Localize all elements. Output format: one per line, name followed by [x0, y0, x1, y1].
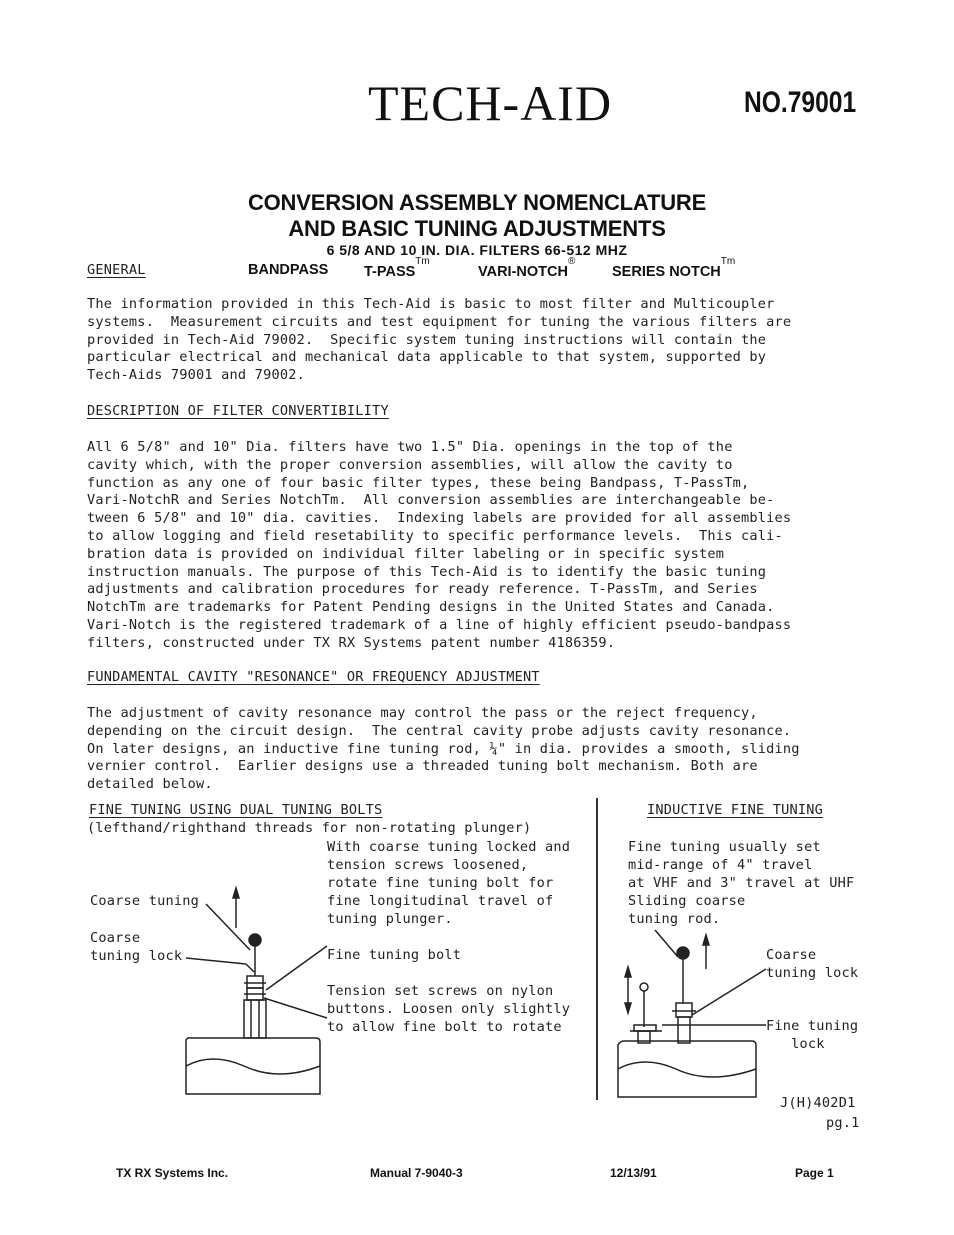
- document-title: TECH-AID: [368, 75, 613, 131]
- filter-varinotch: [478, 256, 576, 280]
- footer-date: 12/13/91: [610, 1166, 657, 1180]
- heading-line-1: CONVERSION ASSEMBLY NOMENCLATURE: [247, 190, 707, 215]
- inductive-label: INDUCTIVE FINE TUNING: [647, 802, 824, 818]
- general-paragraph: The information provided in this Tech-Aid is basic to most filter and Multicoupler systems. Measurement circuits and test equipment for tuning the various filters are provided in Tech-Aid 79002. Specific system tuning instructions will contain the particular electrical and mechanical data applicable to that system, supported by Tech-Aids 79001 and 79002.: [87, 296, 792, 384]
- convertibility-label: DESCRIPTION OF FILTER CONVERTIBILITY: [87, 403, 389, 419]
- fine-bolts-description: With coarse tuning locked and tension screws loosened, rotate fine tuning bolt for fine longitudinal travel of tuning plunger.: [327, 839, 571, 927]
- resonance-label: FUNDAMENTAL CAVITY "RESONANCE" OR FREQUENCY ADJUSTMENT: [87, 669, 540, 685]
- filter-seriesnotch: [612, 256, 736, 280]
- filter-seriesnotch-label: SERIES NOTCH: [612, 263, 721, 280]
- tension-screws-label: Tension set screws on nylon buttons. Loosen only slightly to allow fine bolt to rotate: [327, 983, 571, 1035]
- fine-bolts-label: FINE TUNING USING DUAL TUNING BOLTS: [89, 802, 383, 818]
- filter-tpass-label: T-PASS: [364, 263, 416, 280]
- inductive-fine-lock-label: Fine tuning lock: [766, 1018, 859, 1052]
- column-divider: [596, 798, 598, 1100]
- filter-varinotch-mark: ®: [567, 256, 576, 267]
- footer-manual: Manual 7-9040-3: [370, 1166, 463, 1180]
- convertibility-paragraph: All 6 5/8" and 10" Dia. filters have two 1.5" Dia. openings in the top of the cavity which, with the proper conversion assemblies, will allow the cavity to function as any one of four basic filter types, these being Bandpass, T-PassTm, Vari-NotchR and Series NotchTm. All conversion assemblies are interchangeable be- tween 6 5/8" and 10" dia. cavities. Indexing labels are provided for all assemblies to allow logging and field resetability to specific performance levels. This cali- bration data is provided on individual filter labeling or in specific system instruction manuals. The purpose of this Tech-Aid is to identify the basic tuning adjustments and calibration procedures for ready reference. T-PassTm, and Series NotchTm are trademarks for Patent Pending designs in the United States and Canada. Vari-Notch is the registered trademark of a line of highly efficient pseudo-bandpass filters, constructed under TX RX Systems patent number 4186359.: [87, 439, 792, 651]
- resonance-paragraph: The adjustment of cavity resonance may control the pass or the reject frequency, depending on the circuit design. The central cavity probe adjusts cavity resonance. On later designs, an inductive fine tuning rod, ¼" in dia. provides a smooth, sliding vernier control. Earlier designs use a threaded tuning bolt mechanism. Both are detailed below.: [87, 705, 800, 793]
- dual-bolt-diagram: [84, 880, 334, 1100]
- reference-page: pg.1: [826, 1115, 860, 1131]
- general-label: GENERAL: [87, 262, 146, 278]
- fine-tuning-bolt-label: Fine tuning bolt: [327, 947, 462, 963]
- document-number: NO.79001: [744, 86, 857, 119]
- filter-bandpass: BANDPASS: [248, 262, 329, 278]
- heading-line-2: AND BASIC TUNING ADJUSTMENTS: [288, 216, 666, 241]
- footer-page: Page 1: [795, 1166, 834, 1180]
- footer-company: TX RX Systems Inc.: [116, 1166, 229, 1180]
- inductive-description: Fine tuning usually set mid-range of 4" travel at VHF and 3" travel at UHF Sliding coarse tuning rod.: [628, 839, 855, 927]
- coarse-tuning-lock-label: Coarse tuning lock: [90, 930, 183, 964]
- filter-tpass-mark: Tm: [415, 256, 430, 267]
- filter-seriesnotch-mark: Tm: [720, 256, 736, 267]
- fine-bolts-subtitle: (lefthand/righthand threads for non-rotating plunger): [87, 820, 532, 836]
- reference-code: J(H)402D1: [780, 1095, 856, 1111]
- inductive-diagram: [610, 925, 770, 1100]
- coarse-tuning-label: Coarse tuning: [90, 893, 199, 909]
- heading-line-3: 6 5/8 AND 10 IN. DIA. FILTERS 66-512 MHZ: [326, 242, 628, 258]
- inductive-coarse-lock-label: Coarse tuning lock: [766, 947, 859, 981]
- filter-tpass: [364, 256, 430, 280]
- filter-varinotch-label: VARI-NOTCH: [478, 263, 568, 280]
